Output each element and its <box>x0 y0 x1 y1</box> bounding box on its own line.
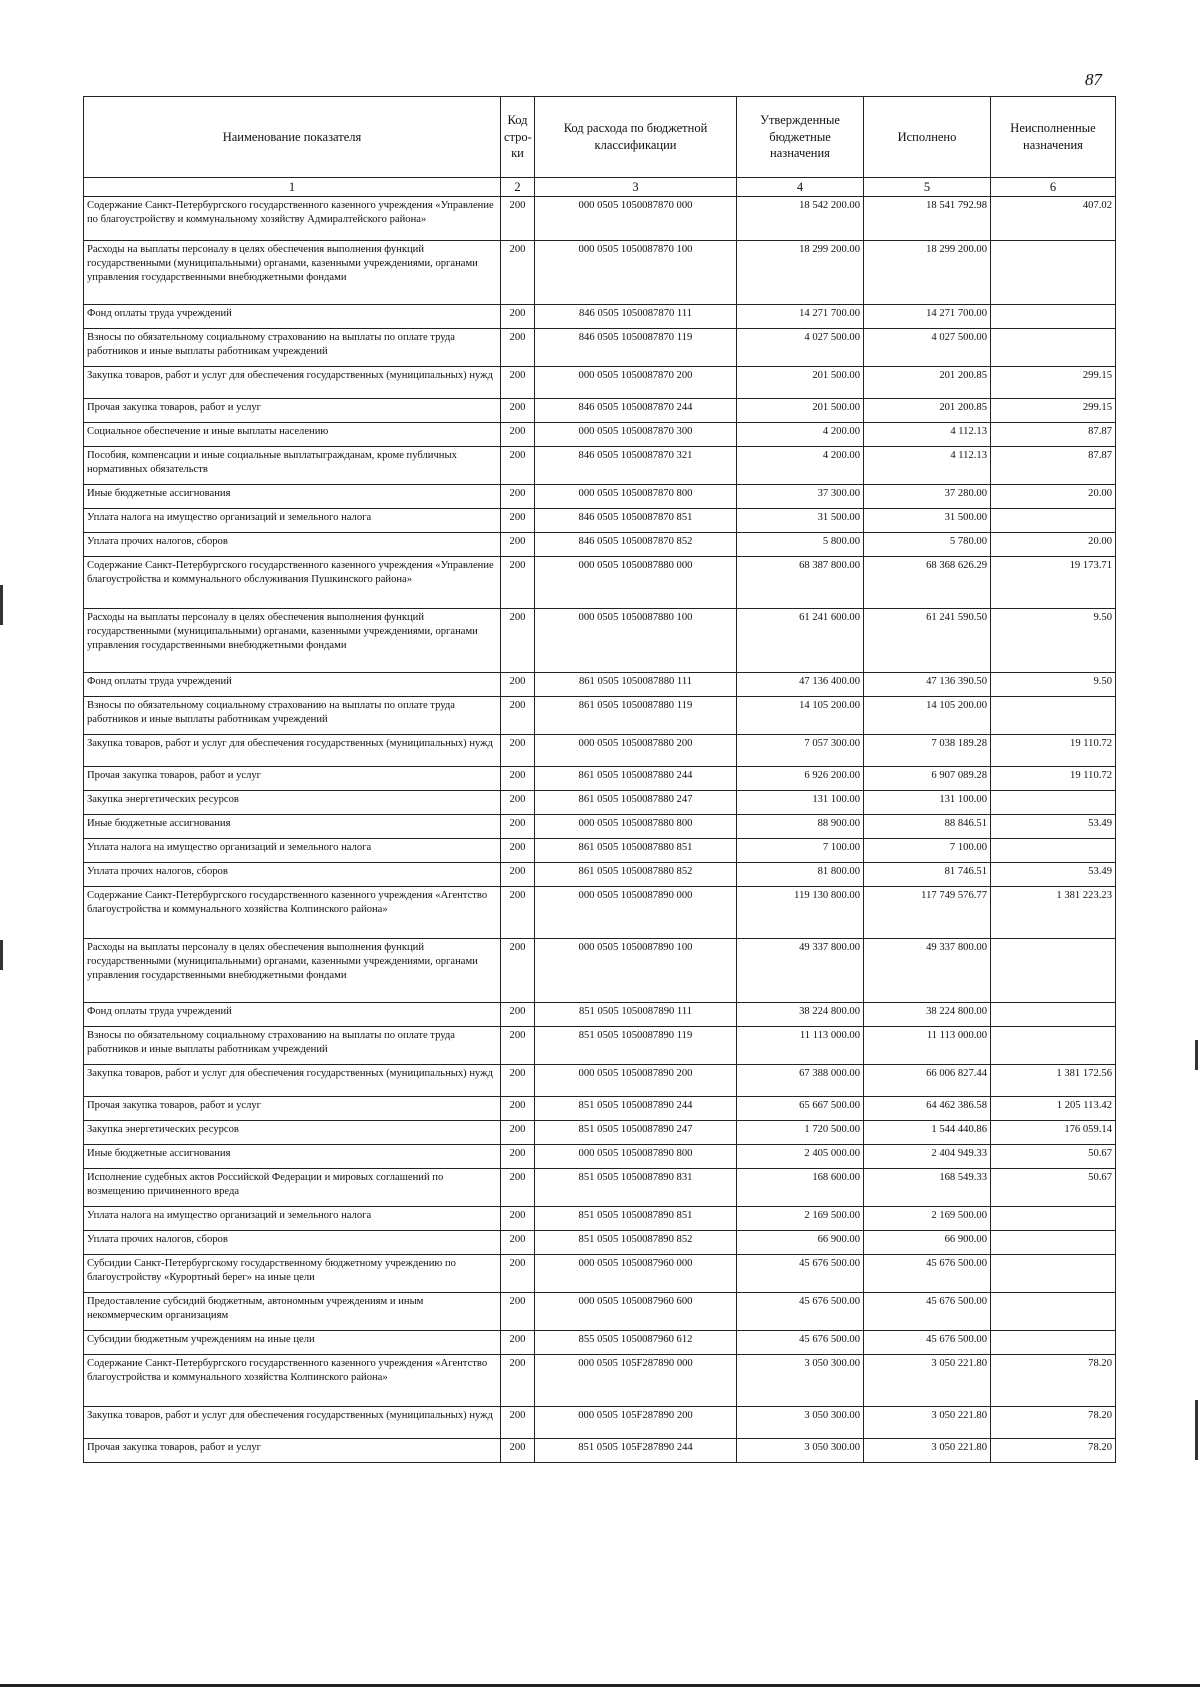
row-unexecuted: 50.67 <box>991 1169 1116 1207</box>
table-row <box>84 1145 1116 1169</box>
row-line-code: 200 <box>501 1121 535 1145</box>
row-approved: 4 200.00 <box>737 447 864 485</box>
row-executed: 38 224 800.00 <box>864 1003 991 1027</box>
row-line-code: 200 <box>501 533 535 557</box>
row-name: Закупка товаров, работ и услуг для обеспечения государственных (муниципальных) нужд <box>84 735 501 767</box>
row-unexecuted: 87.87 <box>991 423 1116 447</box>
row-approved: 38 224 800.00 <box>737 1003 864 1027</box>
header-executed: Исполнено <box>864 97 991 178</box>
row-approved: 18 299 200.00 <box>737 241 864 305</box>
column-number: 3 <box>535 178 737 197</box>
row-unexecuted: 87.87 <box>991 447 1116 485</box>
row-approved: 201 500.00 <box>737 399 864 423</box>
row-line-code: 200 <box>501 509 535 533</box>
row-approved: 65 667 500.00 <box>737 1097 864 1121</box>
row-name: Исполнение судебных актов Российской Федерации и мировых соглашений по возмещению причиненного вреда <box>84 1169 501 1207</box>
row-name: Содержание Санкт-Петербургского государственного казенного учреждения «Агентство благоустройства и коммунального хозяйства Колпинского района» <box>84 1355 501 1407</box>
row-expense-code: 000 0505 1050087890 000 <box>535 887 737 939</box>
header-expense-code: Код расхода по бюджетной классификации <box>535 97 737 178</box>
row-name: Расходы на выплаты персоналу в целях обеспечения выполнения функций государственными (муниципальными) органами, казенными учреждениями, органами управления государственными внебюджетными фондами <box>84 241 501 305</box>
row-approved: 6 926 200.00 <box>737 767 864 791</box>
row-approved: 1 720 500.00 <box>737 1121 864 1145</box>
row-approved: 68 387 800.00 <box>737 557 864 609</box>
row-approved: 18 542 200.00 <box>737 197 864 241</box>
row-approved: 31 500.00 <box>737 509 864 533</box>
table-row <box>84 423 1116 447</box>
table-row <box>84 197 1116 241</box>
row-expense-code: 000 0505 105F287890 200 <box>535 1407 737 1439</box>
row-approved: 45 676 500.00 <box>737 1255 864 1293</box>
table-header-row <box>84 97 1116 178</box>
row-name: Закупка товаров, работ и услуг для обеспечения государственных (муниципальных) нужд <box>84 1065 501 1097</box>
header-approved: Утвержденные бюджетные назначения <box>737 97 864 178</box>
row-expense-code: 000 0505 1050087870 000 <box>535 197 737 241</box>
row-approved: 3 050 300.00 <box>737 1439 864 1463</box>
row-unexecuted: 19 173.71 <box>991 557 1116 609</box>
row-expense-code: 851 0505 1050087890 111 <box>535 1003 737 1027</box>
row-executed: 7 038 189.28 <box>864 735 991 767</box>
table-row <box>84 241 1116 305</box>
row-approved: 66 900.00 <box>737 1231 864 1255</box>
row-expense-code: 846 0505 1050087870 321 <box>535 447 737 485</box>
row-line-code: 200 <box>501 1003 535 1027</box>
row-executed: 11 113 000.00 <box>864 1027 991 1065</box>
row-unexecuted: 53.49 <box>991 815 1116 839</box>
row-approved: 14 105 200.00 <box>737 697 864 735</box>
row-executed: 64 462 386.58 <box>864 1097 991 1121</box>
row-unexecuted <box>991 697 1116 735</box>
row-unexecuted <box>991 305 1116 329</box>
row-unexecuted <box>991 1003 1116 1027</box>
row-executed: 201 200.85 <box>864 399 991 423</box>
row-name: Социальное обеспечение и иные выплаты населению <box>84 423 501 447</box>
row-executed: 168 549.33 <box>864 1169 991 1207</box>
row-executed: 49 337 800.00 <box>864 939 991 1003</box>
row-unexecuted <box>991 1331 1116 1355</box>
table-row <box>84 447 1116 485</box>
row-name: Прочая закупка товаров, работ и услуг <box>84 1097 501 1121</box>
row-unexecuted: 19 110.72 <box>991 767 1116 791</box>
row-executed: 61 241 590.50 <box>864 609 991 673</box>
row-line-code: 200 <box>501 1439 535 1463</box>
row-expense-code: 861 0505 1050087880 119 <box>535 697 737 735</box>
table-row <box>84 1293 1116 1331</box>
row-unexecuted: 20.00 <box>991 485 1116 509</box>
row-unexecuted: 1 381 223.23 <box>991 887 1116 939</box>
row-expense-code: 846 0505 1050087870 851 <box>535 509 737 533</box>
row-name: Иные бюджетные ассигнования <box>84 1145 501 1169</box>
row-line-code: 200 <box>501 329 535 367</box>
row-name: Пособия, компенсации и иные социальные выплатыгражданам, кроме публичных нормативных обязательств <box>84 447 501 485</box>
row-line-code: 200 <box>501 1169 535 1207</box>
table-row <box>84 863 1116 887</box>
row-executed: 14 271 700.00 <box>864 305 991 329</box>
row-expense-code: 000 0505 1050087880 100 <box>535 609 737 673</box>
row-line-code: 200 <box>501 241 535 305</box>
scan-edge-mark <box>1195 1040 1198 1070</box>
row-expense-code: 000 0505 1050087870 300 <box>535 423 737 447</box>
row-line-code: 200 <box>501 1231 535 1255</box>
row-expense-code: 846 0505 1050087870 852 <box>535 533 737 557</box>
budget-execution-table <box>83 96 1116 1463</box>
table-row <box>84 839 1116 863</box>
row-name: Прочая закупка товаров, работ и услуг <box>84 399 501 423</box>
row-line-code: 200 <box>501 1331 535 1355</box>
row-expense-code: 000 0505 1050087880 800 <box>535 815 737 839</box>
row-executed: 66 900.00 <box>864 1231 991 1255</box>
header-name: Наименование показателя <box>84 97 501 178</box>
row-approved: 61 241 600.00 <box>737 609 864 673</box>
table-row <box>84 509 1116 533</box>
row-executed: 31 500.00 <box>864 509 991 533</box>
row-name: Предоставление субсидий бюджетным, автономным учреждениям и иным некоммерческим организациям <box>84 1293 501 1331</box>
table-row <box>84 767 1116 791</box>
row-expense-code: 000 0505 105F287890 000 <box>535 1355 737 1407</box>
table-row <box>84 533 1116 557</box>
row-approved: 7 100.00 <box>737 839 864 863</box>
table-row <box>84 1097 1116 1121</box>
table-row <box>84 939 1116 1003</box>
row-line-code: 200 <box>501 1255 535 1293</box>
row-unexecuted: 9.50 <box>991 609 1116 673</box>
row-line-code: 200 <box>501 399 535 423</box>
row-line-code: 200 <box>501 839 535 863</box>
row-executed: 3 050 221.80 <box>864 1407 991 1439</box>
row-executed: 117 749 576.77 <box>864 887 991 939</box>
table-row <box>84 1439 1116 1463</box>
row-name: Содержание Санкт-Петербургского государственного казенного учреждения «Управление благоустройства и коммунального обслуживания Пушкинского района» <box>84 557 501 609</box>
row-line-code: 200 <box>501 367 535 399</box>
row-executed: 14 105 200.00 <box>864 697 991 735</box>
row-line-code: 200 <box>501 673 535 697</box>
row-line-code: 200 <box>501 1145 535 1169</box>
row-expense-code: 851 0505 105F287890 244 <box>535 1439 737 1463</box>
row-name: Взносы по обязательному социальному страхованию на выплаты по оплате труда работников и иные выплаты работникам учреждений <box>84 1027 501 1065</box>
table-row <box>84 1207 1116 1231</box>
row-unexecuted <box>991 329 1116 367</box>
row-approved: 11 113 000.00 <box>737 1027 864 1065</box>
row-name: Уплата прочих налогов, сборов <box>84 863 501 887</box>
row-unexecuted <box>991 1293 1116 1331</box>
table-row <box>84 1065 1116 1097</box>
table-row <box>84 1407 1116 1439</box>
table-row <box>84 1355 1116 1407</box>
row-line-code: 200 <box>501 1027 535 1065</box>
row-line-code: 200 <box>501 791 535 815</box>
row-expense-code: 851 0505 1050087890 244 <box>535 1097 737 1121</box>
row-line-code: 200 <box>501 609 535 673</box>
row-approved: 47 136 400.00 <box>737 673 864 697</box>
row-executed: 88 846.51 <box>864 815 991 839</box>
row-executed: 131 100.00 <box>864 791 991 815</box>
row-expense-code: 851 0505 1050087890 119 <box>535 1027 737 1065</box>
row-unexecuted: 299.15 <box>991 399 1116 423</box>
row-expense-code: 846 0505 1050087870 111 <box>535 305 737 329</box>
row-line-code: 200 <box>501 863 535 887</box>
row-approved: 4 200.00 <box>737 423 864 447</box>
row-unexecuted: 19 110.72 <box>991 735 1116 767</box>
row-unexecuted <box>991 1207 1116 1231</box>
row-expense-code: 000 0505 1050087960 600 <box>535 1293 737 1331</box>
row-unexecuted: 299.15 <box>991 367 1116 399</box>
row-approved: 14 271 700.00 <box>737 305 864 329</box>
row-unexecuted: 407.02 <box>991 197 1116 241</box>
row-approved: 3 050 300.00 <box>737 1407 864 1439</box>
row-expense-code: 000 0505 1050087880 200 <box>535 735 737 767</box>
row-unexecuted: 53.49 <box>991 863 1116 887</box>
row-line-code: 200 <box>501 197 535 241</box>
row-approved: 5 800.00 <box>737 533 864 557</box>
column-number: 2 <box>501 178 535 197</box>
table-row <box>84 609 1116 673</box>
row-approved: 201 500.00 <box>737 367 864 399</box>
row-executed: 3 050 221.80 <box>864 1355 991 1407</box>
row-approved: 81 800.00 <box>737 863 864 887</box>
row-name: Уплата налога на имущество организаций и земельного налога <box>84 839 501 863</box>
row-expense-code: 000 0505 1050087890 800 <box>535 1145 737 1169</box>
row-line-code: 200 <box>501 447 535 485</box>
row-name: Иные бюджетные ассигнования <box>84 485 501 509</box>
page-number: 87 <box>1085 70 1102 89</box>
row-expense-code: 846 0505 1050087870 244 <box>535 399 737 423</box>
row-expense-code: 861 0505 1050087880 851 <box>535 839 737 863</box>
row-name: Взносы по обязательному социальному страхованию на выплаты по оплате труда работников и иные выплаты работникам учреждений <box>84 697 501 735</box>
row-name: Уплата прочих налогов, сборов <box>84 533 501 557</box>
row-approved: 168 600.00 <box>737 1169 864 1207</box>
row-name: Расходы на выплаты персоналу в целях обеспечения выполнения функций государственными (муниципальными) органами, казенными учреждениями, органами управления государственными внебюджетными фондами <box>84 609 501 673</box>
row-unexecuted <box>991 241 1116 305</box>
row-line-code: 200 <box>501 939 535 1003</box>
row-line-code: 200 <box>501 1207 535 1231</box>
row-unexecuted <box>991 1255 1116 1293</box>
row-unexecuted <box>991 791 1116 815</box>
row-line-code: 200 <box>501 1097 535 1121</box>
row-line-code: 200 <box>501 485 535 509</box>
row-name: Иные бюджетные ассигнования <box>84 815 501 839</box>
row-name: Фонд оплаты труда учреждений <box>84 305 501 329</box>
row-line-code: 200 <box>501 423 535 447</box>
row-executed: 4 112.13 <box>864 447 991 485</box>
row-approved: 88 900.00 <box>737 815 864 839</box>
row-expense-code: 861 0505 1050087880 244 <box>535 767 737 791</box>
row-name: Уплата налога на имущество организаций и земельного налога <box>84 509 501 533</box>
row-approved: 3 050 300.00 <box>737 1355 864 1407</box>
row-unexecuted: 50.67 <box>991 1145 1116 1169</box>
row-approved: 2 169 500.00 <box>737 1207 864 1231</box>
row-expense-code: 861 0505 1050087880 852 <box>535 863 737 887</box>
row-executed: 4 027 500.00 <box>864 329 991 367</box>
table-row <box>84 887 1116 939</box>
row-expense-code: 846 0505 1050087870 119 <box>535 329 737 367</box>
row-name: Закупка энергетических ресурсов <box>84 1121 501 1145</box>
row-unexecuted <box>991 1231 1116 1255</box>
row-approved: 131 100.00 <box>737 791 864 815</box>
row-line-code: 200 <box>501 1065 535 1097</box>
column-number: 4 <box>737 178 864 197</box>
row-executed: 6 907 089.28 <box>864 767 991 791</box>
table-row <box>84 399 1116 423</box>
row-line-code: 200 <box>501 305 535 329</box>
column-number: 5 <box>864 178 991 197</box>
scan-edge-mark <box>0 940 3 970</box>
row-approved: 67 388 000.00 <box>737 1065 864 1097</box>
row-line-code: 200 <box>501 1355 535 1407</box>
table-row <box>84 1231 1116 1255</box>
row-unexecuted: 20.00 <box>991 533 1116 557</box>
row-expense-code: 851 0505 1050087890 247 <box>535 1121 737 1145</box>
row-line-code: 200 <box>501 557 535 609</box>
row-unexecuted: 9.50 <box>991 673 1116 697</box>
row-unexecuted <box>991 939 1116 1003</box>
row-executed: 45 676 500.00 <box>864 1255 991 1293</box>
table-row <box>84 735 1116 767</box>
row-name: Содержание Санкт-Петербургского государственного казенного учреждения «Агентство благоустройства и коммунального хозяйства Колпинского района» <box>84 887 501 939</box>
row-executed: 47 136 390.50 <box>864 673 991 697</box>
row-name: Фонд оплаты труда учреждений <box>84 673 501 697</box>
row-unexecuted: 1 381 172.56 <box>991 1065 1116 1097</box>
row-approved: 4 027 500.00 <box>737 329 864 367</box>
row-unexecuted: 78.20 <box>991 1439 1116 1463</box>
header-unexecuted: Неисполненные назначения <box>991 97 1116 178</box>
table-row <box>84 557 1116 609</box>
table-row <box>84 329 1116 367</box>
row-line-code: 200 <box>501 697 535 735</box>
row-executed: 3 050 221.80 <box>864 1439 991 1463</box>
scan-edge-mark <box>0 585 3 625</box>
row-unexecuted <box>991 1027 1116 1065</box>
table-row <box>84 815 1116 839</box>
row-unexecuted <box>991 839 1116 863</box>
column-number: 6 <box>991 178 1116 197</box>
row-expense-code: 851 0505 1050087890 851 <box>535 1207 737 1231</box>
row-unexecuted: 176 059.14 <box>991 1121 1116 1145</box>
row-approved: 45 676 500.00 <box>737 1293 864 1331</box>
row-approved: 37 300.00 <box>737 485 864 509</box>
row-name: Уплата прочих налогов, сборов <box>84 1231 501 1255</box>
row-expense-code: 855 0505 1050087960 612 <box>535 1331 737 1355</box>
row-executed: 201 200.85 <box>864 367 991 399</box>
row-expense-code: 000 0505 1050087870 100 <box>535 241 737 305</box>
scan-edge-mark <box>1195 1400 1198 1460</box>
row-executed: 45 676 500.00 <box>864 1331 991 1355</box>
column-number-row <box>84 178 1116 197</box>
row-executed: 66 006 827.44 <box>864 1065 991 1097</box>
row-line-code: 200 <box>501 1407 535 1439</box>
row-executed: 2 404 949.33 <box>864 1145 991 1169</box>
row-executed: 1 544 440.86 <box>864 1121 991 1145</box>
table-row <box>84 1169 1116 1207</box>
row-unexecuted: 78.20 <box>991 1407 1116 1439</box>
row-name: Прочая закупка товаров, работ и услуг <box>84 1439 501 1463</box>
row-executed: 7 100.00 <box>864 839 991 863</box>
row-expense-code: 000 0505 1050087870 800 <box>535 485 737 509</box>
row-line-code: 200 <box>501 887 535 939</box>
row-executed: 18 299 200.00 <box>864 241 991 305</box>
table-row <box>84 1121 1116 1145</box>
row-name: Фонд оплаты труда учреждений <box>84 1003 501 1027</box>
row-approved: 2 405 000.00 <box>737 1145 864 1169</box>
row-expense-code: 000 0505 1050087960 000 <box>535 1255 737 1293</box>
row-expense-code: 861 0505 1050087880 247 <box>535 791 737 815</box>
row-unexecuted: 1 205 113.42 <box>991 1097 1116 1121</box>
row-line-code: 200 <box>501 1293 535 1331</box>
row-executed: 2 169 500.00 <box>864 1207 991 1231</box>
row-approved: 45 676 500.00 <box>737 1331 864 1355</box>
row-name: Уплата налога на имущество организаций и земельного налога <box>84 1207 501 1231</box>
table-row <box>84 673 1116 697</box>
row-name: Субсидии Санкт-Петербургскому государственному бюджетному учреждению по благоустройству «Курортный берег» на иные цели <box>84 1255 501 1293</box>
row-line-code: 200 <box>501 767 535 791</box>
table-row <box>84 697 1116 735</box>
row-name: Содержание Санкт-Петербургского государственного казенного учреждения «Управление по благоустройству и коммунальному хозяйству Адмиралтейского района» <box>84 197 501 241</box>
row-expense-code: 000 0505 1050087880 000 <box>535 557 737 609</box>
row-approved: 7 057 300.00 <box>737 735 864 767</box>
row-executed: 45 676 500.00 <box>864 1293 991 1331</box>
header-line-code: Код стро-ки <box>501 97 535 178</box>
table-row <box>84 1027 1116 1065</box>
row-expense-code: 000 0505 1050087890 100 <box>535 939 737 1003</box>
table-row <box>84 485 1116 509</box>
row-expense-code: 861 0505 1050087880 111 <box>535 673 737 697</box>
row-expense-code: 851 0505 1050087890 852 <box>535 1231 737 1255</box>
table-row <box>84 1255 1116 1293</box>
table-row <box>84 791 1116 815</box>
row-expense-code: 851 0505 1050087890 831 <box>535 1169 737 1207</box>
row-expense-code: 000 0505 1050087870 200 <box>535 367 737 399</box>
row-unexecuted: 78.20 <box>991 1355 1116 1407</box>
row-line-code: 200 <box>501 815 535 839</box>
row-name: Расходы на выплаты персоналу в целях обеспечения выполнения функций государственными (муниципальными) органами, казенными учреждениями, органами управления государственными внебюджетными фондами <box>84 939 501 1003</box>
row-executed: 5 780.00 <box>864 533 991 557</box>
row-executed: 18 541 792.98 <box>864 197 991 241</box>
row-name: Прочая закупка товаров, работ и услуг <box>84 767 501 791</box>
table-row <box>84 367 1116 399</box>
row-executed: 37 280.00 <box>864 485 991 509</box>
row-unexecuted <box>991 509 1116 533</box>
row-name: Закупка товаров, работ и услуг для обеспечения государственных (муниципальных) нужд <box>84 1407 501 1439</box>
table-row <box>84 1003 1116 1027</box>
table-row <box>84 1331 1116 1355</box>
row-approved: 49 337 800.00 <box>737 939 864 1003</box>
table-row <box>84 305 1116 329</box>
row-name: Субсидии бюджетным учреждениям на иные цели <box>84 1331 501 1355</box>
row-name: Закупка товаров, работ и услуг для обеспечения государственных (муниципальных) нужд <box>84 367 501 399</box>
row-line-code: 200 <box>501 735 535 767</box>
column-number: 1 <box>84 178 501 197</box>
row-name: Взносы по обязательному социальному страхованию на выплаты по оплате труда работников и иные выплаты работникам учреждений <box>84 329 501 367</box>
row-approved: 119 130 800.00 <box>737 887 864 939</box>
row-expense-code: 000 0505 1050087890 200 <box>535 1065 737 1097</box>
row-executed: 4 112.13 <box>864 423 991 447</box>
row-executed: 81 746.51 <box>864 863 991 887</box>
row-executed: 68 368 626.29 <box>864 557 991 609</box>
row-name: Закупка энергетических ресурсов <box>84 791 501 815</box>
